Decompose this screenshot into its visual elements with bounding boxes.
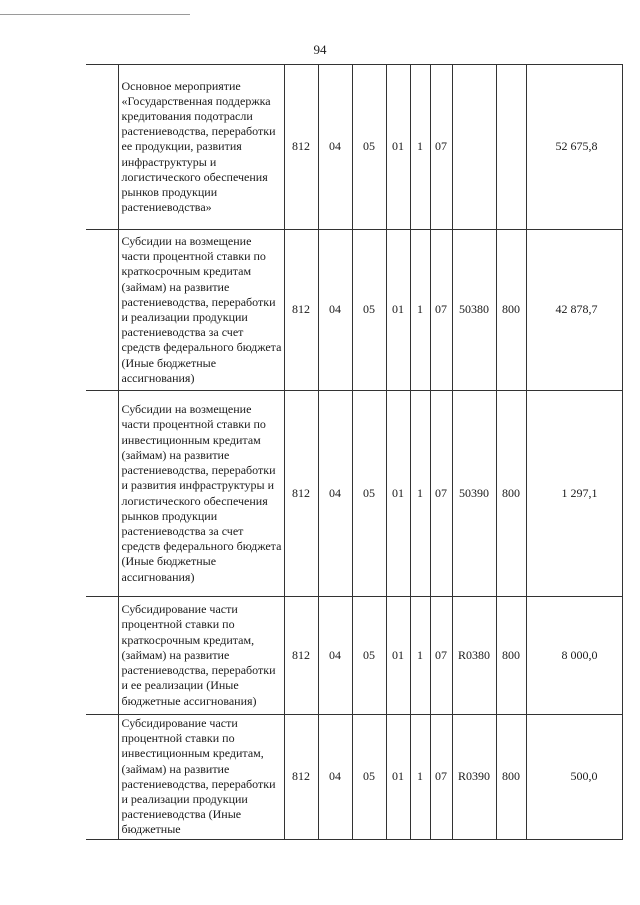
table-row [86,391,622,597]
section-code: 04 [318,715,352,840]
blank-cell [86,391,118,597]
target-code-3: 07 [430,230,452,391]
row-name: Субсидирование части процентной ставки по краткосрочным кредитам, (займам) на развитие растениеводства, переработки и ее реализации (Иные бюджетные ассигнования) [118,597,284,715]
ved-code: 812 [284,230,318,391]
scan-artifact-line [0,14,190,15]
section-code: 04 [318,65,352,230]
target-code-4: R0390 [452,715,496,840]
target-code-3: 07 [430,597,452,715]
subsection-code: 05 [352,715,386,840]
expense-type-code: 800 [496,230,526,391]
target-code-3: 07 [430,65,452,230]
blank-cell [86,230,118,391]
section-code: 04 [318,597,352,715]
section-code: 04 [318,230,352,391]
blank-cell [86,597,118,715]
ved-code: 812 [284,715,318,840]
table-row [86,597,622,715]
expense-type-code: 800 [496,391,526,597]
target-code-1: 01 [386,715,410,840]
target-code-2: 1 [410,65,430,230]
target-code-3: 07 [430,391,452,597]
target-code-1: 01 [386,65,410,230]
target-code-1: 01 [386,597,410,715]
target-code-4: R0380 [452,597,496,715]
table-row [86,715,622,840]
target-code-1: 01 [386,230,410,391]
expense-type-code: 800 [496,715,526,840]
target-code-2: 1 [410,391,430,597]
target-code-1: 01 [386,391,410,597]
amount: 42 878,7 [526,230,622,391]
target-code-2: 1 [410,597,430,715]
amount: 8 000,0 [526,597,622,715]
target-code-4: 50380 [452,230,496,391]
target-code-2: 1 [410,230,430,391]
table-row [86,230,622,391]
target-code-3: 07 [430,715,452,840]
subsection-code: 05 [352,65,386,230]
page-number: 94 [313,42,327,57]
target-code-2: 1 [410,715,430,840]
blank-cell [86,715,118,840]
subsection-code: 05 [352,391,386,597]
ved-code: 812 [284,65,318,230]
target-code-4 [452,65,496,230]
row-name: Субсидирование части процентной ставки по инвестиционным кредитам, (займам) на развитие растениеводства, переработки и реализации продукции растениеводства (Иные бюджетные [118,715,284,840]
row-name: Субсидии на возмещение части процентной ставки по краткосрочным кредитам (займам) на развитие растениеводства, переработки и реализации продукции растениеводства за счет средств федерального бюджета (Иные бюджетные ассигнования) [118,230,284,391]
ved-code: 812 [284,597,318,715]
blank-cell [86,65,118,230]
amount: 500,0 [526,715,622,840]
subsection-code: 05 [352,597,386,715]
section-code: 04 [318,391,352,597]
budget-table [86,64,623,840]
row-name: Субсидии на возмещение части процентной ставки по инвестиционным кредитам (займам) на развитие растениеводства, переработки и развития инфраструктуры и логистического обеспечения рынков продукции растениеводства за счет средств федерального бюджета (Иные бюджетные ассигнования) [118,391,284,597]
expense-type-code: 800 [496,597,526,715]
table-row [86,65,622,230]
amount: 52 675,8 [526,65,622,230]
ved-code: 812 [284,391,318,597]
subsection-code: 05 [352,230,386,391]
expense-type-code [496,65,526,230]
row-name: Основное мероприятие «Государственная поддержка кредитования подотрасли растениеводства, переработки ее продукции, развития инфраструктуры и логистического обеспечения рынков продукции растениеводства» [118,65,284,230]
target-code-4: 50390 [452,391,496,597]
amount: 1 297,1 [526,391,622,597]
